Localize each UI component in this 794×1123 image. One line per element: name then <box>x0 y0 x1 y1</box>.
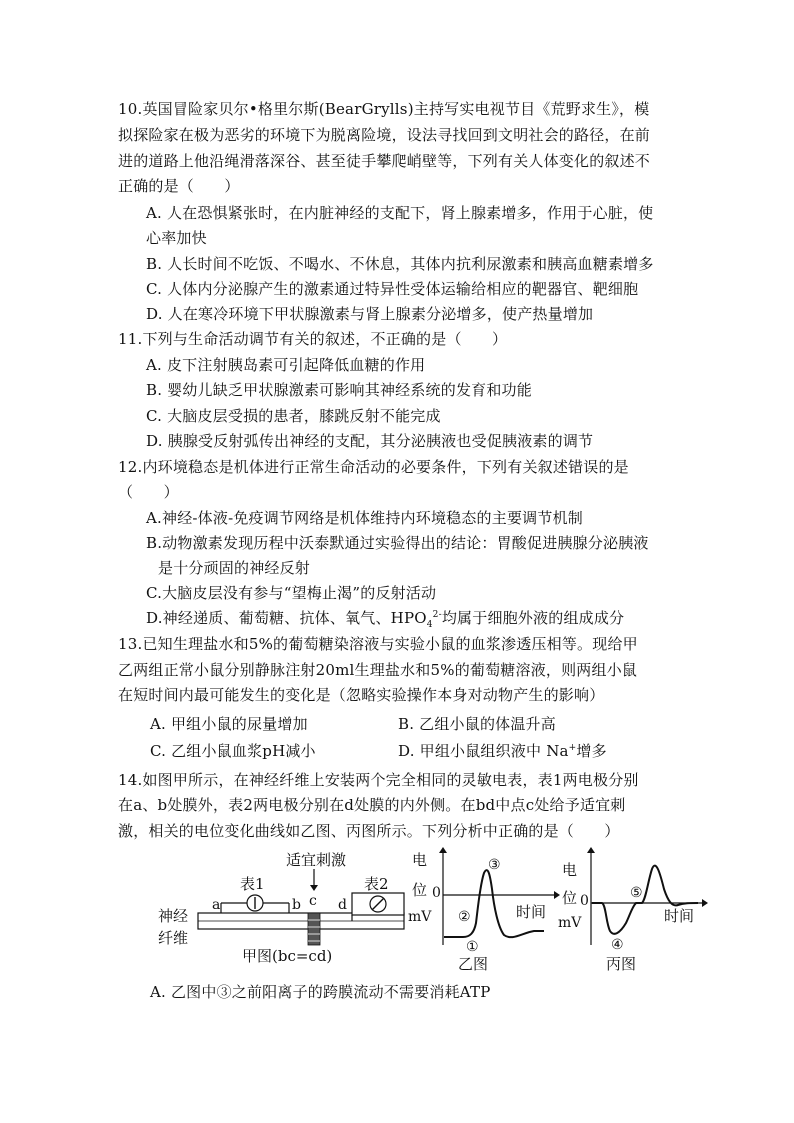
label-a: a <box>212 897 221 913</box>
bing-zero: 0 <box>580 893 589 909</box>
fig-bing <box>558 847 708 973</box>
q14-option-a: A. 乙图中③之前阳离子的跨膜流动不需要消耗ATP <box>150 983 491 1001</box>
fig-yi-caption: 乙图 <box>458 955 489 973</box>
q12-option-b: B.动物激素发现历程中沃泰默通过实验得出的结论：胃酸促进胰腺分泌胰液 <box>146 534 649 552</box>
stimulus-site <box>308 913 320 945</box>
q10-stem-line-1: 10.英国冒险家贝尔•格里尔斯(BearGrylls)主持写实电视节目《荒野求生》，模 <box>118 100 650 118</box>
q10-stem-line-4: 正确的是（ ） <box>118 177 240 195</box>
q10-stem-line-3: 进的道路上他沿绳滑落深谷、甚至徒手攀爬峭壁等，下列有关人体变化的叙述不 <box>118 152 651 170</box>
q11-option-d: D. 胰腺受反射弧传出神经的支配，其分泌胰液也受促胰液素的调节 <box>146 432 594 450</box>
fig-jia <box>158 851 404 965</box>
yi-ylabel-2: 位 <box>412 881 428 899</box>
bing-point-4: ④ <box>611 937 624 953</box>
yi-zero: 0 <box>432 885 441 901</box>
meter-2-label: 表2 <box>364 875 389 893</box>
yi-point-3: ③ <box>488 857 501 873</box>
q13-option-d-text: D. 甲组小鼠组织液中 Na <box>398 742 569 760</box>
yi-point-1: ① <box>466 939 479 955</box>
q14-stem-line-3: 激，相关的电位变化曲线如乙图、丙图所示。下列分析中正确的是（ ） <box>118 822 620 840</box>
q12-option-d <box>146 608 624 635</box>
q12-stem-line-2: （ ） <box>118 483 179 501</box>
q13-option-a: A. 甲组小鼠的尿量增加 <box>150 715 308 733</box>
q12-option-a: A.神经-体液-免疫调节网络是机体维持内环境稳态的主要调节机制 <box>146 509 583 527</box>
q10-stem-line-2: 拟探险家在极为恶劣的环境下为脱离险境，设法寻找回到文明社会的路径，在前 <box>118 126 651 144</box>
fiber-label-1: 神经 <box>158 907 189 925</box>
fiber-label-2: 纤维 <box>158 929 189 947</box>
q13-stem-line-2: 乙两组正常小鼠分别静脉注射20ml生理盐水和5%的葡萄糖溶液，则两组小鼠 <box>118 661 638 679</box>
yi-ylabel-1: 电 <box>412 851 428 869</box>
q12-option-d-tail: 均属于细胞外液的组成成分 <box>441 609 625 627</box>
label-d: d <box>338 897 347 913</box>
q10-option-a-cont: 心率加快 <box>146 229 207 247</box>
fig-yi <box>408 847 560 973</box>
q14-stem-line-1: 14.如图甲所示，在神经纤维上安装两个完全相同的灵敏电表，表1两电极分别 <box>118 771 639 789</box>
q11-option-b: B. 婴幼儿缺乏甲状腺激素可影响其神经系统的发育和功能 <box>146 381 532 399</box>
stimulus-label: 适宜刺激 <box>286 851 347 869</box>
bing-ylabel-2: 位 <box>562 889 578 907</box>
q10-option-b: B. 人长时间不吃饭、不喝水、不休息，其体内抗利尿激素和胰高血糖素增多 <box>146 255 654 273</box>
q13-stem-line-3: 在短时间内最可能发生的变化是（忽略实验操作本身对动物产生的影响） <box>118 686 605 704</box>
q11-option-a: A. 皮下注射胰岛素可引起降低血糖的作用 <box>146 356 426 374</box>
q12-option-d-text: D.神经递质、葡萄糖、抗体、氧气、HPO <box>146 609 427 627</box>
yi-point-2: ② <box>458 909 471 925</box>
label-b: b <box>292 897 301 913</box>
yi-xlabel: 时间 <box>516 903 547 921</box>
q14-figure <box>158 840 718 990</box>
bing-ylabel-1: 电 <box>562 861 578 879</box>
q14-stem-line-2: 在a、b处膜外，表2两电极分别在d处膜的内外侧。在bd中点c处给予适宜刺 <box>118 796 626 814</box>
q11-option-c: C. 大脑皮层受损的患者，膝跳反射不能完成 <box>146 407 441 425</box>
q13-option-b: B. 乙组小鼠的体温升高 <box>398 715 556 733</box>
meter-1-label: 表1 <box>240 875 265 893</box>
fig-jia-caption: 甲图(bc=cd) <box>242 947 333 965</box>
q13-option-d-tail: 增多 <box>576 742 607 760</box>
q12-option-c: C.大脑皮层没有参与“望梅止渴”的反射活动 <box>146 584 437 602</box>
q13-superscript: + <box>568 743 577 753</box>
q12-superscript: 2- <box>432 610 442 620</box>
fig-bing-caption: 丙图 <box>606 955 637 973</box>
bing-unit: mV <box>558 915 582 931</box>
q11-stem: 11.下列与生命活动调节有关的叙述，不正确的是（ ） <box>118 330 508 348</box>
q10-option-c: C. 人体内分泌腺产生的激素通过特异性受体运输给相应的靶器官、靶细胞 <box>146 280 639 298</box>
q12-subscript: 4 <box>426 620 433 630</box>
q12-stem-line-1: 12.内环境稳态是机体进行正常生命活动的必要条件，下列有关叙述错误的是 <box>118 458 629 476</box>
q10-option-d: D. 人在寒冷环境下甲状腺激素与肾上腺素分泌增多，使产热量增加 <box>146 305 594 323</box>
q12-option-b-cont: 是十分顽固的神经反射 <box>158 559 311 577</box>
bing-point-5: ⑤ <box>630 885 643 901</box>
q13-option-c: C. 乙组小鼠血浆pH减小 <box>150 742 316 760</box>
bing-xlabel: 时间 <box>664 907 695 925</box>
q13-stem-line-1: 13.已知生理盐水和5%的葡萄糖染溶液与实验小鼠的血浆渗透压相等。现给甲 <box>118 635 638 653</box>
q13-option-d <box>398 741 607 761</box>
yi-unit: mV <box>408 909 432 925</box>
q10-option-a: A. 人在恐惧紧张时，在内脏神经的支配下，肾上腺素增多，作用于心脏，使 <box>146 204 654 222</box>
label-c: c <box>309 893 317 909</box>
